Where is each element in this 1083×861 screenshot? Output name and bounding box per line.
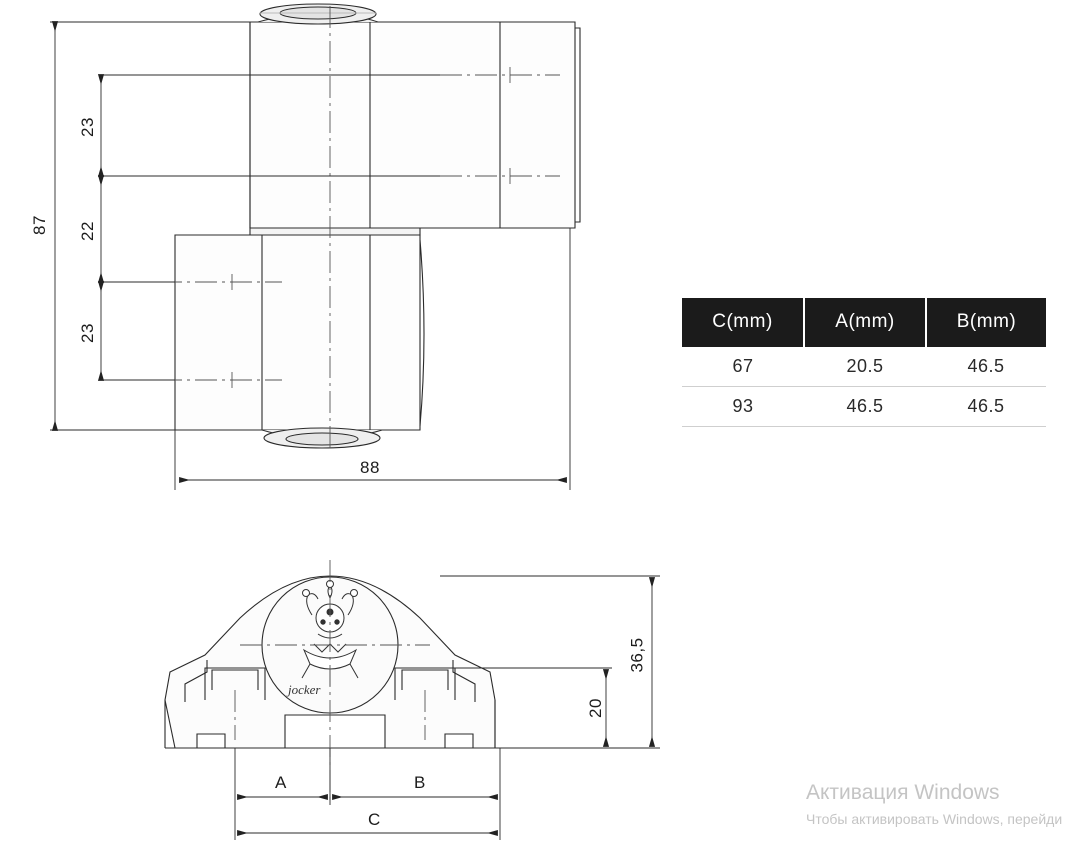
table-cell-b: 46.5 xyxy=(926,387,1046,427)
windows-activation-watermark xyxy=(806,780,1062,829)
dimension-label-total-width: 88 xyxy=(360,458,380,477)
table-cell-a: 20.5 xyxy=(804,347,926,387)
dimension-label-segment-top: 23 xyxy=(77,117,97,137)
dimension-label-c: C xyxy=(368,810,381,829)
dimension-label-height-inner: 20 xyxy=(585,698,605,718)
watermark-subtitle: Чтобы активировать Windows, перейди xyxy=(806,811,1063,827)
watermark-title: Активация Windows xyxy=(806,781,1000,804)
table-header-a: A(mm) xyxy=(804,298,926,347)
dimension-label-height-outer: 36,5 xyxy=(627,637,647,673)
table-header-c: C(mm) xyxy=(682,298,804,347)
table-cell-a: 46.5 xyxy=(804,387,926,427)
jocker-logo-text: jocker xyxy=(288,682,321,697)
table-cell-c: 93 xyxy=(682,387,804,427)
dimension-label-total-height: 87 xyxy=(29,215,49,235)
spec-table xyxy=(682,298,1046,427)
dimension-label-segment-middle: 22 xyxy=(77,221,97,241)
dimension-label-b: B xyxy=(414,773,426,792)
top-view-geometry xyxy=(175,4,580,448)
table-row xyxy=(682,387,1046,427)
dimension-label-segment-bottom: 23 xyxy=(77,323,97,343)
table-row xyxy=(682,347,1046,387)
table-cell-b: 46.5 xyxy=(926,347,1046,387)
dimension-label-a: A xyxy=(275,773,287,792)
table-header-row xyxy=(682,298,1046,347)
table-cell-c: 67 xyxy=(682,347,804,387)
table-header-b: B(mm) xyxy=(926,298,1046,347)
